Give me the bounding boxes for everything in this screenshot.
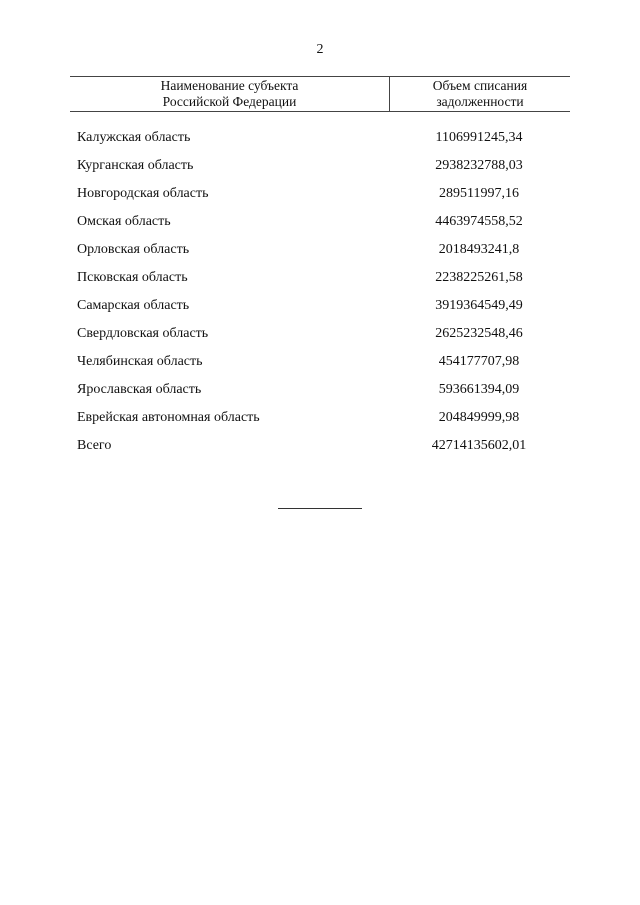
header-subject-column xyxy=(70,77,390,111)
table-row xyxy=(0,352,640,380)
table-row xyxy=(0,128,640,156)
row-subject-name: Еврейская автономная область xyxy=(77,410,260,425)
header-amount-column xyxy=(390,77,570,111)
row-subject-name: Свердловская область xyxy=(77,326,209,341)
table-row xyxy=(0,212,640,240)
total-label: Всего xyxy=(77,438,112,453)
row-subject-name: Ярославская область xyxy=(77,382,202,397)
header-subject-line1: Наименование субъекта xyxy=(160,78,299,93)
header-subject-line2: Российской Федерации xyxy=(162,94,297,109)
row-amount: 289511997,16 xyxy=(439,186,519,201)
row-amount: 454177707,98 xyxy=(438,354,520,369)
table-row xyxy=(0,156,640,184)
row-amount: 593661394,09 xyxy=(438,382,520,397)
total-amount: 42714135602,01 xyxy=(431,438,527,453)
table-body xyxy=(0,128,640,464)
row-subject-name: Курганская область xyxy=(77,158,194,173)
row-amount: 2238225261,58 xyxy=(435,270,523,285)
row-subject-name: Новгородская область xyxy=(77,186,209,201)
row-amount: 2938232788,03 xyxy=(435,158,523,173)
row-amount: 1106991245,34 xyxy=(435,130,523,145)
row-amount: 3919364549,49 xyxy=(435,298,523,313)
table-header xyxy=(70,76,570,112)
table-row xyxy=(0,296,640,324)
row-subject-name: Омская область xyxy=(77,214,171,229)
row-subject-name: Псковская область xyxy=(77,270,188,285)
end-of-table-rule xyxy=(278,508,362,509)
table-row xyxy=(0,268,640,296)
row-subject-name: Челябинская область xyxy=(77,354,203,369)
row-subject-name: Калужская область xyxy=(77,130,191,145)
row-amount: 204849999,98 xyxy=(438,410,520,425)
table-row xyxy=(0,240,640,268)
table-row xyxy=(0,324,640,352)
row-amount: 4463974558,52 xyxy=(435,214,523,229)
header-amount-line1: Объем списания xyxy=(432,78,528,93)
row-subject-name: Самарская область xyxy=(77,298,190,313)
total-row xyxy=(0,436,640,464)
table-row xyxy=(0,408,640,436)
row-amount: 2018493241,8 xyxy=(438,242,520,257)
row-amount: 2625232548,46 xyxy=(435,326,523,341)
page-number: 2 xyxy=(316,42,324,57)
header-amount-line2: задолженности xyxy=(436,94,524,109)
row-subject-name: Орловская область xyxy=(77,242,190,257)
table-row xyxy=(0,184,640,212)
table-row xyxy=(0,380,640,408)
